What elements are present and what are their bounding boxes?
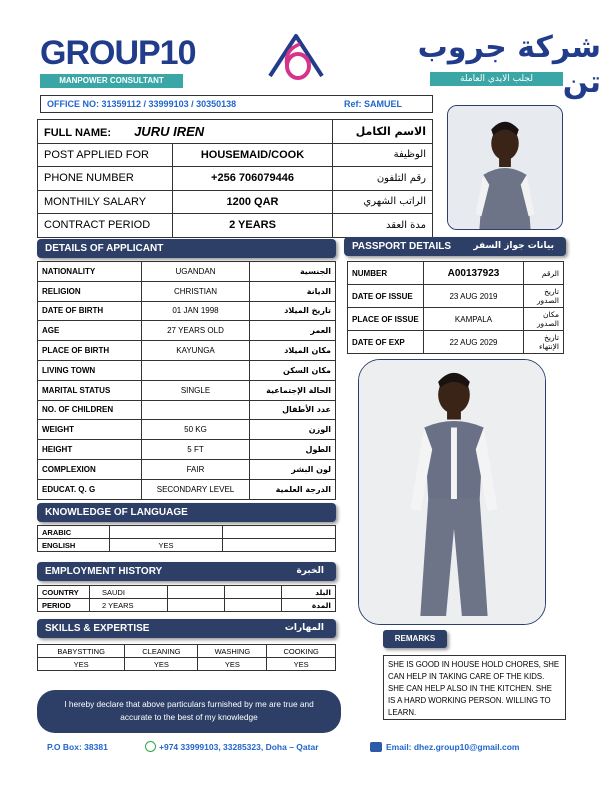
passport-label: PLACE OF ISSUE <box>348 308 424 331</box>
passport-arabic: مكان الصدور <box>524 308 564 331</box>
applicant-full-body-photo <box>358 359 546 625</box>
details-arabic: الحالة الإجتماعية <box>250 380 336 400</box>
details-arabic: عدد الأطفال <box>250 400 336 420</box>
main-row-value: 1200 QAR <box>173 190 333 214</box>
employment-row <box>38 599 336 612</box>
main-row-arabic: رقم التلفون <box>333 167 433 191</box>
main-row-label: MONTHILY SALARY <box>38 190 173 214</box>
main-row <box>38 143 433 167</box>
declaration-box: I hereby declare that above particulars furnished by me are true and accurate to the best of my knowledge <box>37 690 341 733</box>
details-label: DATE OF BIRTH <box>38 301 142 321</box>
details-arabic: العمر <box>250 321 336 341</box>
details-value: 5 FT <box>142 440 250 460</box>
main-row-arabic: الراتب الشهري <box>333 190 433 214</box>
details-value <box>142 400 250 420</box>
employment-country-label: COUNTRY <box>38 586 90 599</box>
language-value <box>110 526 223 539</box>
details-arabic: الجنسية <box>250 262 336 282</box>
passport-arabic: تاريخ الإنتهاء <box>524 331 564 354</box>
details-row <box>38 380 336 400</box>
details-arabic: الوزن <box>250 420 336 440</box>
skills-section-header <box>37 619 336 638</box>
details-label: PLACE OF BIRTH <box>38 341 142 361</box>
passport-value: 22 AUG 2029 <box>424 331 524 354</box>
details-arabic: الطول <box>250 440 336 460</box>
main-row <box>38 190 433 214</box>
main-row <box>38 214 433 238</box>
details-value: KAYUNGA <box>142 341 250 361</box>
details-arabic: الدرجة العلمية <box>250 479 336 499</box>
details-arabic: لون البشر <box>250 459 336 479</box>
details-label: RELIGION <box>38 281 142 301</box>
skills-header-row <box>38 645 336 658</box>
details-row <box>38 341 336 361</box>
details-arabic: الديانة <box>250 281 336 301</box>
office-bar <box>40 95 433 113</box>
footer-email-text: Email: dhez.group10@gmail.com <box>386 742 520 752</box>
details-arabic: مكان الميلاد <box>250 341 336 361</box>
passport-label: NUMBER <box>348 262 424 285</box>
passport-value: 23 AUG 2019 <box>424 285 524 308</box>
employment-country-value: SAUDI <box>90 586 168 599</box>
whatsapp-icon <box>145 741 156 752</box>
details-section-header: DETAILS OF APPLICANT <box>37 239 336 258</box>
company-logo-subtitle: MANPOWER CONSULTANT <box>40 74 183 88</box>
passport-arabic: تاريخ الصدور <box>524 285 564 308</box>
employment-title: EMPLOYMENT HISTORY <box>45 566 163 577</box>
details-label: NO. OF CHILDREN <box>38 400 142 420</box>
remarks-text: SHE IS GOOD IN HOUSE HOLD CHORES, SHE CAN HELP IN TAKING CARE OF THE KIDS. SHE CAN HELP ALSO IN THE KITCHEN. SHE IS A HARD WORKING PERSON. WILLING TO LEARN. <box>383 655 566 720</box>
skill-header: CLEANING <box>125 645 198 658</box>
skill-value: YES <box>38 658 125 671</box>
main-row-label: CONTRACT PERIOD <box>38 214 173 238</box>
passport-row <box>348 262 564 285</box>
passport-table <box>347 261 564 354</box>
language-section-header: KNOWLEDGE OF LANGUAGE <box>37 503 336 522</box>
skills-table <box>37 644 336 671</box>
skill-value: YES <box>198 658 267 671</box>
details-table <box>37 261 336 500</box>
employment-period-arabic: المدة <box>282 599 336 612</box>
language-value: YES <box>110 539 223 552</box>
main-row-arabic: مدة العقد <box>333 214 433 238</box>
details-arabic: مكان السكن <box>250 360 336 380</box>
details-value: FAIR <box>142 459 250 479</box>
full-name-label: FULL NAME: <box>44 126 112 139</box>
employment-period-value: 2 YEARS <box>90 599 168 612</box>
details-row <box>38 479 336 499</box>
skill-header: WASHING <box>198 645 267 658</box>
details-label: NATIONALITY <box>38 262 142 282</box>
passport-row <box>348 308 564 331</box>
skill-value: YES <box>267 658 336 671</box>
details-value: SINGLE <box>142 380 250 400</box>
passport-label: DATE OF ISSUE <box>348 285 424 308</box>
main-row-label: POST APPLIED FOR <box>38 143 173 167</box>
details-row <box>38 400 336 420</box>
company-logo-arabic: شركة جروب تن <box>417 30 601 100</box>
skill-header: BABYSTTING <box>38 645 125 658</box>
main-row <box>38 167 433 191</box>
skill-header: COOKING <box>267 645 336 658</box>
details-row <box>38 321 336 341</box>
main-row-label: PHONE NUMBER <box>38 167 173 191</box>
employment-period-label: PERIOD <box>38 599 90 612</box>
passport-row <box>348 285 564 308</box>
company-emblem-icon <box>262 30 330 86</box>
details-row <box>38 420 336 440</box>
details-row <box>38 301 336 321</box>
footer-phones-text: +974 33999103, 33285323, Doha – Qatar <box>159 742 319 752</box>
details-label: EDUCAT. Q. G <box>38 479 142 499</box>
skill-value: YES <box>125 658 198 671</box>
details-label: COMPLEXION <box>38 459 142 479</box>
details-label: MARITAL STATUS <box>38 380 142 400</box>
details-value: SECONDARY LEVEL <box>142 479 250 499</box>
passport-value: A00137923 <box>424 262 524 285</box>
full-name-value: JURU IREN <box>134 123 205 139</box>
company-logo-arabic-subtitle: لجلب الايدي العاملة <box>430 72 563 86</box>
details-row <box>38 281 336 301</box>
passport-title-arabic: بيانات جواز السفر <box>473 241 554 251</box>
employment-country-arabic: البلد <box>282 586 336 599</box>
language-row <box>38 539 336 552</box>
details-value: 01 JAN 1998 <box>142 301 250 321</box>
passport-row <box>348 331 564 354</box>
full-name-arabic: الاسم الكامل <box>333 120 433 144</box>
footer-po-box: P.O Box: 38381 <box>47 742 108 752</box>
details-value: 50 KG <box>142 420 250 440</box>
footer-email[interactable] <box>370 742 519 753</box>
skills-value-row <box>38 658 336 671</box>
reference: Ref: SAMUEL <box>344 99 402 109</box>
email-icon <box>370 742 382 752</box>
details-row <box>38 262 336 282</box>
passport-section-header <box>344 237 566 256</box>
details-value: UGANDAN <box>142 262 250 282</box>
details-row <box>38 459 336 479</box>
details-value: 27 YEARS OLD <box>142 321 250 341</box>
language-row <box>38 526 336 539</box>
company-logo-text: GROUP10 <box>40 34 196 72</box>
applicant-portrait-photo <box>447 105 563 230</box>
main-row-value: HOUSEMAID/COOK <box>173 143 333 167</box>
passport-label: DATE OF EXP <box>348 331 424 354</box>
details-label: AGE <box>38 321 142 341</box>
passport-title: PASSPORT DETAILS <box>352 241 452 252</box>
details-arabic: تاريخ الميلاد <box>250 301 336 321</box>
language-label: ENGLISH <box>38 539 110 552</box>
main-info-table <box>37 119 433 238</box>
passport-value: KAMPALA <box>424 308 524 331</box>
employment-title-arabic: الخبرة <box>296 566 324 576</box>
details-value: CHRISTIAN <box>142 281 250 301</box>
details-label: WEIGHT <box>38 420 142 440</box>
details-label: LIVING TOWN <box>38 360 142 380</box>
language-table <box>37 525 336 552</box>
details-row <box>38 360 336 380</box>
main-row-value: 2 YEARS <box>173 214 333 238</box>
skills-title: SKILLS & EXPERTISE <box>45 623 150 634</box>
remarks-header: REMARKS <box>383 630 447 648</box>
employment-table <box>37 585 336 612</box>
details-label: HEIGHT <box>38 440 142 460</box>
office-phones: OFFICE NO: 31359112 / 33999103 / 30350138 <box>47 99 237 109</box>
skills-title-arabic: المهارات <box>284 623 324 633</box>
full-name-row <box>38 120 433 144</box>
main-row-arabic: الوظيفة <box>333 143 433 167</box>
employment-row <box>38 586 336 599</box>
language-label: ARABIC <box>38 526 110 539</box>
main-row-value: +256 706079446 <box>173 167 333 191</box>
footer-phones <box>145 742 319 753</box>
employment-section-header <box>37 562 336 581</box>
passport-arabic: الرقم <box>524 262 564 285</box>
details-value <box>142 360 250 380</box>
details-row <box>38 440 336 460</box>
